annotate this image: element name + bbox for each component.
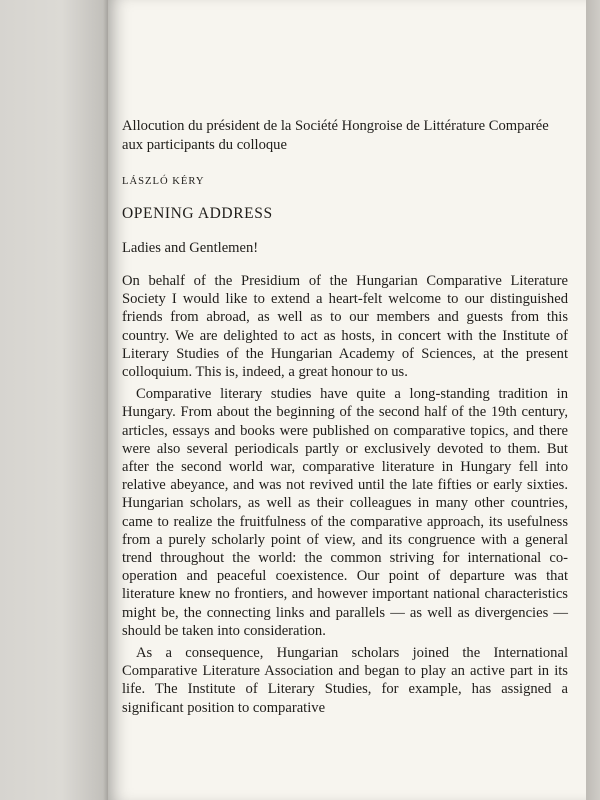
salutation: Ladies and Gentlemen! bbox=[122, 240, 259, 256]
author-name: LÁSZLÓ KÉRY bbox=[122, 176, 205, 187]
facing-page bbox=[0, 0, 112, 800]
section-title: OPENING ADDRESS bbox=[122, 205, 273, 222]
paragraph: On behalf of the Presidium of the Hungarian Comparative Literature Society I would like to extend a heart-felt welcome to our distinguished friends from abroad, as well as to our members and guests from this country. We are delighted to act as hosts, in concert with the Institute of Literary Studies of the Hungarian Academy of Sciences, at the present colloquium. This is, indeed, a great honour to us. bbox=[122, 273, 568, 381]
running-head bbox=[122, 92, 562, 104]
paragraph: Comparative literary studies have quite a long-standing tradition in Hungary. From about the beginning of the second half of the 19th century, articles, essays and books were published on comparative topics, and there were also several periodicals partly or exclusively devoted to them. But after the second world war, comparative literature in Hungary fell into relative abeyance, and was not revived until the late fifties or early sixties. Hungarian scholars, as well as their colleagues in many other countries, came to realize the fruitfulness of the comparative approach, its usefulness from a purely scholarly point of view, and its congruence with a general trend throughout the world: the common striving for international co-operation and peaceful coexistence. Our point of departure was that literature knew no frontiers, and however important national characteristics might be, the connecting links and parallels — as well as divergencies — should be taken into consideration. bbox=[122, 386, 568, 639]
background-edge bbox=[585, 0, 600, 800]
paragraph: As a consequence, Hungarian scholars joined the International Comparative Literature Association and began to play an active part in its life. The Institute of Literary Studies, for example, has assigned a significant position to comparative bbox=[122, 645, 568, 716]
article-body bbox=[122, 117, 568, 717]
allocution-heading: Allocution du président de la Société Hongroise de Littérature Comparée aux participants du colloque bbox=[122, 118, 549, 153]
